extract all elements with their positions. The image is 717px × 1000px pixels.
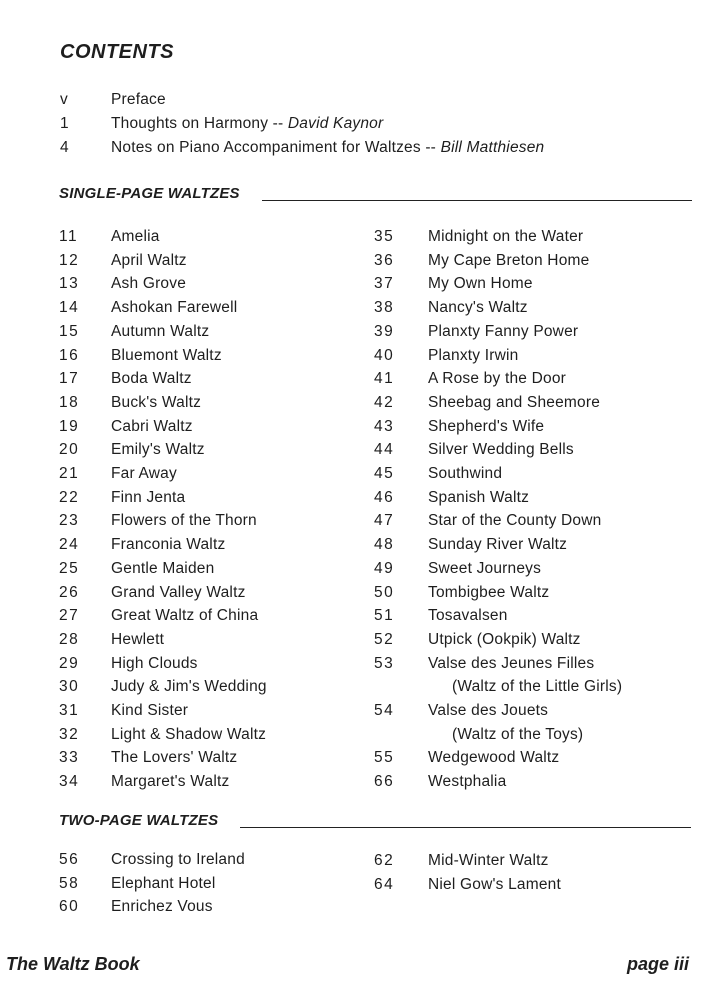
entry-page-number: 43 bbox=[374, 417, 395, 435]
entry-page-number: 46 bbox=[374, 488, 395, 506]
entry-title: Mid-Winter Waltz bbox=[428, 852, 549, 869]
entry-title: (Waltz of the Toys) bbox=[452, 725, 584, 743]
entry-title: (Waltz of the Little Girls) bbox=[452, 678, 623, 696]
entry-title: Flowers of the Thorn bbox=[111, 512, 257, 530]
entry-page-number: 40 bbox=[374, 346, 395, 364]
entry-title: Amelia bbox=[111, 228, 160, 245]
entry-title: Emily's Waltz bbox=[111, 441, 205, 459]
entry-title: Boda Waltz bbox=[111, 370, 192, 388]
entry-title: Enrichez Vous bbox=[111, 898, 213, 915]
front-matter-title: Notes on Piano Accompaniment for Waltzes -- Bill Matthiesen bbox=[111, 139, 545, 156]
entry-page-number: 16 bbox=[59, 346, 80, 364]
entry-page-number: 24 bbox=[59, 536, 80, 554]
entry-title: The Lovers' Waltz bbox=[111, 749, 238, 767]
entry-title: High Clouds bbox=[111, 654, 198, 672]
entry-page-number: 64 bbox=[374, 875, 395, 893]
section-rule bbox=[262, 200, 692, 201]
entry-title: Nancy's Waltz bbox=[428, 299, 528, 317]
front-matter-page: v bbox=[60, 91, 70, 108]
entry-page-number: 36 bbox=[374, 251, 395, 269]
entry-title: Great Waltz of China bbox=[111, 607, 259, 625]
entry-page-number: 54 bbox=[374, 702, 395, 719]
entry-page-number: 37 bbox=[374, 275, 395, 293]
entry-page-number: 49 bbox=[374, 559, 395, 577]
entry-page-number: 60 bbox=[59, 898, 80, 915]
entry-page-number: 32 bbox=[59, 725, 80, 743]
entry-title: Silver Wedding Bells bbox=[428, 441, 574, 459]
entry-page-number: 28 bbox=[59, 630, 80, 648]
entry-page-number: 15 bbox=[59, 322, 80, 340]
entry-title: Autumn Waltz bbox=[111, 322, 210, 340]
entry-title: My Cape Breton Home bbox=[428, 251, 590, 269]
entry-title: April Waltz bbox=[111, 251, 187, 269]
entry-page-number: 12 bbox=[59, 251, 80, 269]
entry-title: Franconia Waltz bbox=[111, 536, 226, 554]
front-matter-page: 1 bbox=[60, 115, 71, 132]
entry-title: A Rose by the Door bbox=[428, 370, 567, 388]
entry-page-number: 66 bbox=[374, 773, 395, 791]
entry-page-number: 22 bbox=[59, 488, 80, 506]
footer-page-number: page iii bbox=[626, 954, 689, 974]
entry-page-number: 27 bbox=[59, 607, 80, 625]
entry-page-number: 51 bbox=[374, 607, 395, 625]
entry-page-number: 55 bbox=[374, 749, 395, 767]
entry-page-number: 44 bbox=[374, 441, 395, 459]
entry-page-number: 17 bbox=[59, 370, 80, 388]
entry-title: Margaret's Waltz bbox=[111, 773, 230, 791]
entry-title: Ashokan Farewell bbox=[111, 299, 238, 317]
footer-book-title: The Waltz Book bbox=[6, 954, 140, 974]
entry-title: Niel Gow's Lament bbox=[428, 875, 561, 893]
entry-title: Star of the County Down bbox=[428, 512, 602, 530]
entry-page-number: 62 bbox=[374, 852, 395, 869]
entry-page-number: 47 bbox=[374, 512, 395, 530]
entry-title: Bluemont Waltz bbox=[111, 346, 222, 364]
entry-page-number: 42 bbox=[374, 393, 395, 411]
entry-page-number: 20 bbox=[59, 441, 80, 459]
entry-page-number: 29 bbox=[59, 654, 80, 672]
entry-page-number: 52 bbox=[374, 630, 395, 648]
entry-title: Finn Jenta bbox=[111, 488, 186, 506]
entry-title: Valse des Jeunes Filles bbox=[428, 654, 595, 672]
entry-page-number: 56 bbox=[59, 851, 80, 868]
entry-page-number: 35 bbox=[374, 228, 395, 245]
entry-page-number: 21 bbox=[59, 465, 80, 482]
entry-page-number: 25 bbox=[59, 559, 80, 577]
front-matter-title: Thoughts on Harmony -- David Kaynor bbox=[111, 115, 384, 132]
entry-page-number: 18 bbox=[59, 393, 80, 411]
entry-title: Utpick (Ookpik) Waltz bbox=[428, 630, 581, 648]
entry-title: Grand Valley Waltz bbox=[111, 583, 246, 601]
entry-page-number: 48 bbox=[374, 536, 395, 554]
entry-page-number: 26 bbox=[59, 583, 80, 601]
entry-page-number: 23 bbox=[59, 512, 80, 530]
entry-page-number: 34 bbox=[59, 773, 80, 791]
entry-title: Westphalia bbox=[428, 773, 507, 791]
entry-title: Wedgewood Waltz bbox=[428, 749, 560, 767]
entry-page-number: 14 bbox=[59, 299, 80, 317]
entry-title: Planxty Irwin bbox=[428, 346, 519, 364]
section-rule bbox=[240, 827, 691, 828]
entry-title: Buck's Waltz bbox=[111, 393, 202, 411]
entry-title: Sheebag and Sheemore bbox=[428, 393, 601, 411]
entry-page-number: 53 bbox=[374, 654, 395, 672]
entry-title: Light & Shadow Waltz bbox=[111, 725, 267, 743]
entry-title: My Own Home bbox=[428, 275, 533, 293]
entry-title: Tosavalsen bbox=[428, 607, 508, 625]
front-matter-page: 4 bbox=[60, 139, 71, 156]
entry-title: Sunday River Waltz bbox=[428, 536, 568, 554]
entry-title: Shepherd's Wife bbox=[428, 417, 545, 435]
section-heading-two-page: TWO-PAGE WALTZES bbox=[59, 812, 219, 829]
front-matter-title: Preface bbox=[111, 91, 166, 108]
entry-title: Kind Sister bbox=[111, 702, 189, 719]
entry-title: Judy & Jim's Wedding bbox=[111, 678, 267, 696]
entry-title: Far Away bbox=[111, 465, 177, 482]
entry-page-number: 13 bbox=[59, 275, 80, 293]
entry-page-number: 50 bbox=[374, 583, 395, 601]
entry-title: Tombigbee Waltz bbox=[428, 583, 550, 601]
entry-page-number: 41 bbox=[374, 370, 395, 388]
entry-title: Spanish Waltz bbox=[428, 488, 530, 506]
page-title: CONTENTS bbox=[60, 41, 174, 63]
entry-title: Midnight on the Water bbox=[428, 228, 584, 245]
entry-page-number: 30 bbox=[59, 678, 80, 696]
entry-title: Hewlett bbox=[111, 630, 165, 648]
entry-page-number: 38 bbox=[374, 299, 395, 317]
entry-page-number: 19 bbox=[59, 417, 80, 435]
entry-title: Elephant Hotel bbox=[111, 874, 216, 892]
entry-title: Planxty Fanny Power bbox=[428, 322, 579, 340]
entry-title: Cabri Waltz bbox=[111, 417, 193, 435]
entry-title: Valse des Jouets bbox=[428, 702, 549, 719]
entry-title: Gentle Maiden bbox=[111, 559, 215, 577]
entry-title: Crossing to Ireland bbox=[111, 851, 245, 868]
entry-page-number: 31 bbox=[59, 702, 80, 719]
entry-page-number: 39 bbox=[374, 322, 395, 340]
entry-page-number: 58 bbox=[59, 874, 80, 892]
entry-page-number: 45 bbox=[374, 465, 395, 482]
section-heading-single-page: SINGLE-PAGE WALTZES bbox=[59, 185, 240, 202]
entry-page-number: 11 bbox=[59, 228, 79, 245]
entry-title: Ash Grove bbox=[111, 275, 187, 293]
entry-title: Sweet Journeys bbox=[428, 559, 542, 577]
entry-page-number: 33 bbox=[59, 749, 80, 767]
entry-title: Southwind bbox=[428, 465, 503, 482]
